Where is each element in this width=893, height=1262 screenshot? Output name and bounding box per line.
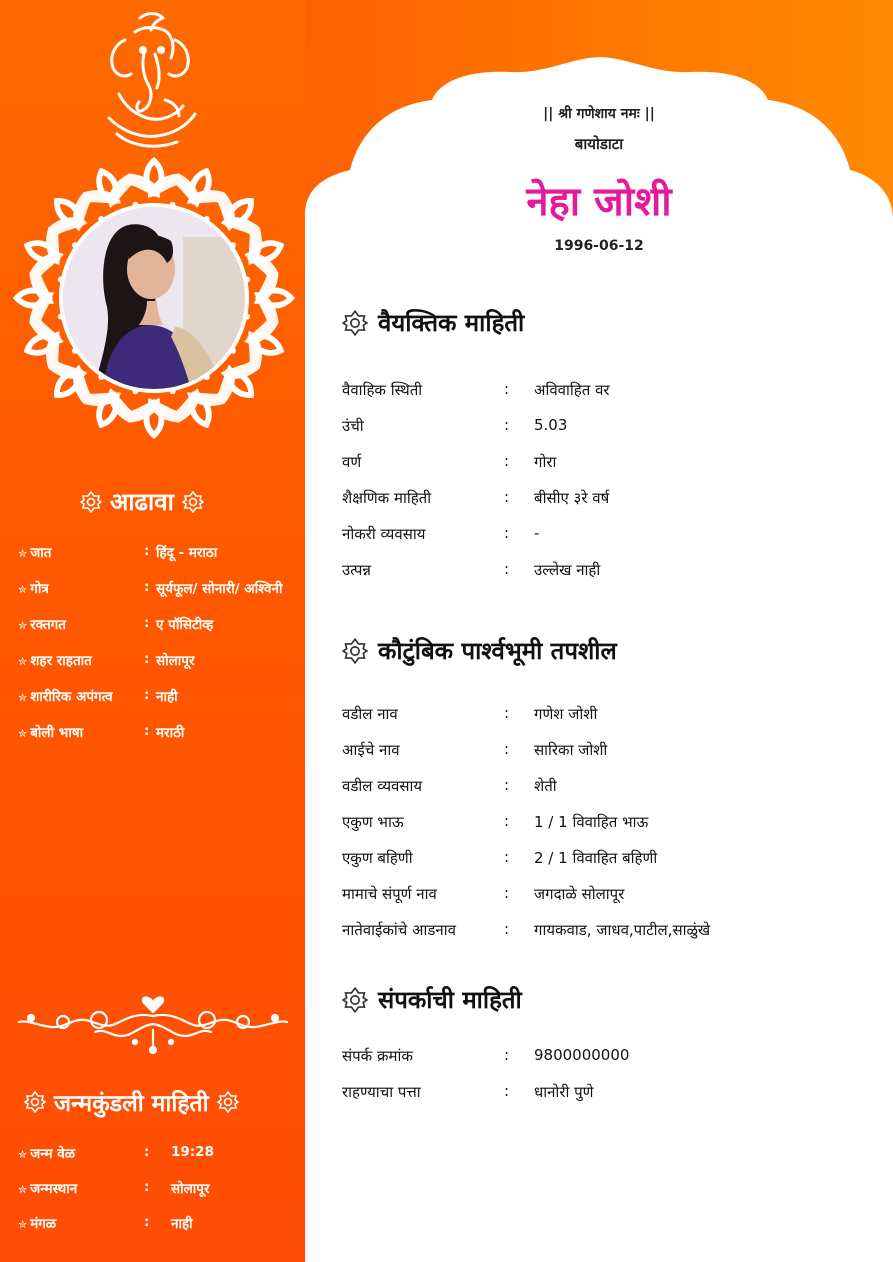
star-icon: ✮ [18,583,28,596]
aadhava-title-text: आढावा [110,488,174,516]
row-value: 1 / 1 विवाहित भाऊ [534,813,649,831]
row-value: 9800000000 [534,1046,630,1064]
star-icon: ✮ [18,655,28,668]
row-separator: : [504,380,510,398]
section-ornament-icon [182,491,204,513]
invocation-text: || श्री गणेशाय नमः || [543,106,655,122]
section-ornament-icon [342,310,368,336]
row-value: सोलापूर [156,653,195,669]
section-ornament-icon [217,1091,239,1113]
row-value: 5.03 [534,416,568,434]
section-title-text: संपर्काची माहिती [378,986,522,1014]
row-separator: : [504,848,510,866]
row-separator: : [504,812,510,830]
row-value: जगदाळे सोलापूर [534,885,625,903]
date-of-birth: 1996-06-12 [554,238,644,254]
row-separator: : [144,651,150,667]
section-ornament-icon [80,491,102,513]
row-value: बीसीए ३रे वर्ष [534,489,610,507]
row-value: हिंदू - मराठा [156,545,218,561]
row-label: शैक्षणिक माहिती [342,489,432,507]
kundali-title [24,1086,239,1118]
row-label [18,1214,56,1232]
row-label-text: गोत्र [30,581,49,597]
candidate-name: नेहा जोशी [526,179,672,225]
divider-ornament-icon [15,990,291,1060]
row-label: एकुण भाऊ [342,813,404,831]
profile-photo [63,207,245,389]
row-value: धानोरी पुणे [534,1083,594,1101]
row-separator: : [144,543,150,559]
family-section-title [342,634,617,667]
row-label [18,615,66,633]
row-label: नातेवाईकांचे आडनाव [342,921,456,939]
row-separator: : [504,560,510,578]
row-separator: : [144,687,150,703]
row-value: 19:28 [171,1144,214,1160]
row-separator: : [504,416,510,434]
row-separator: : [504,1046,510,1064]
row-label: वडील व्यवसाय [342,777,423,795]
row-label [18,1179,77,1197]
personal-section-title [342,306,524,339]
row-value: 2 / 1 विवाहित बहिणी [534,849,658,867]
row-label-text: मंगळ [30,1216,57,1232]
row-label: संपर्क क्रमांक [342,1047,413,1065]
row-separator: : [144,1179,150,1195]
row-label: नोकरी व्यवसाय [342,525,426,543]
row-label: राहण्याचा पत्ता [342,1083,421,1101]
section-title-text: कौटुंबिक पार्श्वभूमी तपशील [378,637,617,665]
row-value: उल्लेख नाही [534,561,601,579]
row-label [18,651,92,669]
row-separator: : [504,488,510,506]
row-label [18,723,83,741]
row-label-text: शहर राहतात [30,653,92,669]
star-icon: ✮ [18,1183,28,1196]
row-value: शेती [534,777,557,795]
document-title: बायोडाटा [574,135,624,153]
star-icon: ✮ [18,1148,28,1161]
row-value: सूर्यफूल/ सोनारी/ अश्विनी [156,581,283,597]
row-label: वडील नाव [342,705,398,723]
section-ornament-icon [342,638,368,664]
row-label: मामाचे संपूर्ण नाव [342,885,437,903]
star-icon: ✮ [18,619,28,632]
row-value: नाही [171,1216,193,1232]
row-separator: : [504,776,510,794]
row-separator: : [504,884,510,902]
row-value: नाही [156,689,178,705]
row-label: उंची [342,417,364,435]
row-value: ए पॉसिटीव्ह [156,617,214,633]
row-label [18,687,113,705]
star-icon: ✮ [18,547,28,560]
row-separator: : [144,615,150,631]
row-separator: : [504,1082,510,1100]
kundali-title-text: जन्मकुंडली माहिती [54,1091,209,1117]
section-ornament-icon [24,1091,46,1113]
star-icon: ✮ [18,691,28,704]
row-separator: : [504,920,510,938]
row-separator: : [144,1214,150,1230]
row-label: वैवाहिक स्थिती [342,381,423,399]
row-separator: : [144,579,150,595]
row-value: गणेश जोशी [534,705,598,723]
row-label: उत्पन्न [342,561,371,579]
section-ornament-icon [342,987,368,1013]
row-label: एकुण बहिणी [342,849,413,867]
row-value: - [534,524,540,542]
row-value: गोरा [534,453,557,471]
row-value: मराठी [156,725,185,741]
row-label: वर्ण [342,453,362,471]
row-separator: : [144,1144,150,1160]
row-label-text: जन्मस्थान [30,1181,78,1197]
row-separator: : [144,723,150,739]
row-separator: : [504,704,510,722]
aadhava-title [80,485,204,518]
row-value: सारिका जोशी [534,741,608,759]
row-separator: : [504,452,510,470]
section-title-text: वैयक्तिक माहिती [378,309,525,337]
row-label-text: जन्म वेळ [30,1146,76,1162]
row-label [18,543,51,561]
row-value: सोलापूर [171,1181,210,1197]
row-value: गायकवाड, जाधव,पाटील,साळुंखे [534,921,711,939]
row-label-text: जात [30,545,52,561]
row-separator: : [504,524,510,542]
contact-section-title [342,983,522,1016]
row-label-text: रक्तगत [30,617,66,633]
row-label-text: बोली भाषा [30,725,84,741]
row-label [18,1144,75,1162]
row-label [18,579,49,597]
row-label-text: शारीरिक अपंगत्व [30,689,113,705]
star-icon: ✮ [18,727,28,740]
row-value: अविवाहित वर [534,381,610,399]
ganesha-icon [95,10,205,152]
row-label: आईचे नाव [342,741,400,759]
star-icon: ✮ [18,1218,28,1231]
row-separator: : [504,740,510,758]
